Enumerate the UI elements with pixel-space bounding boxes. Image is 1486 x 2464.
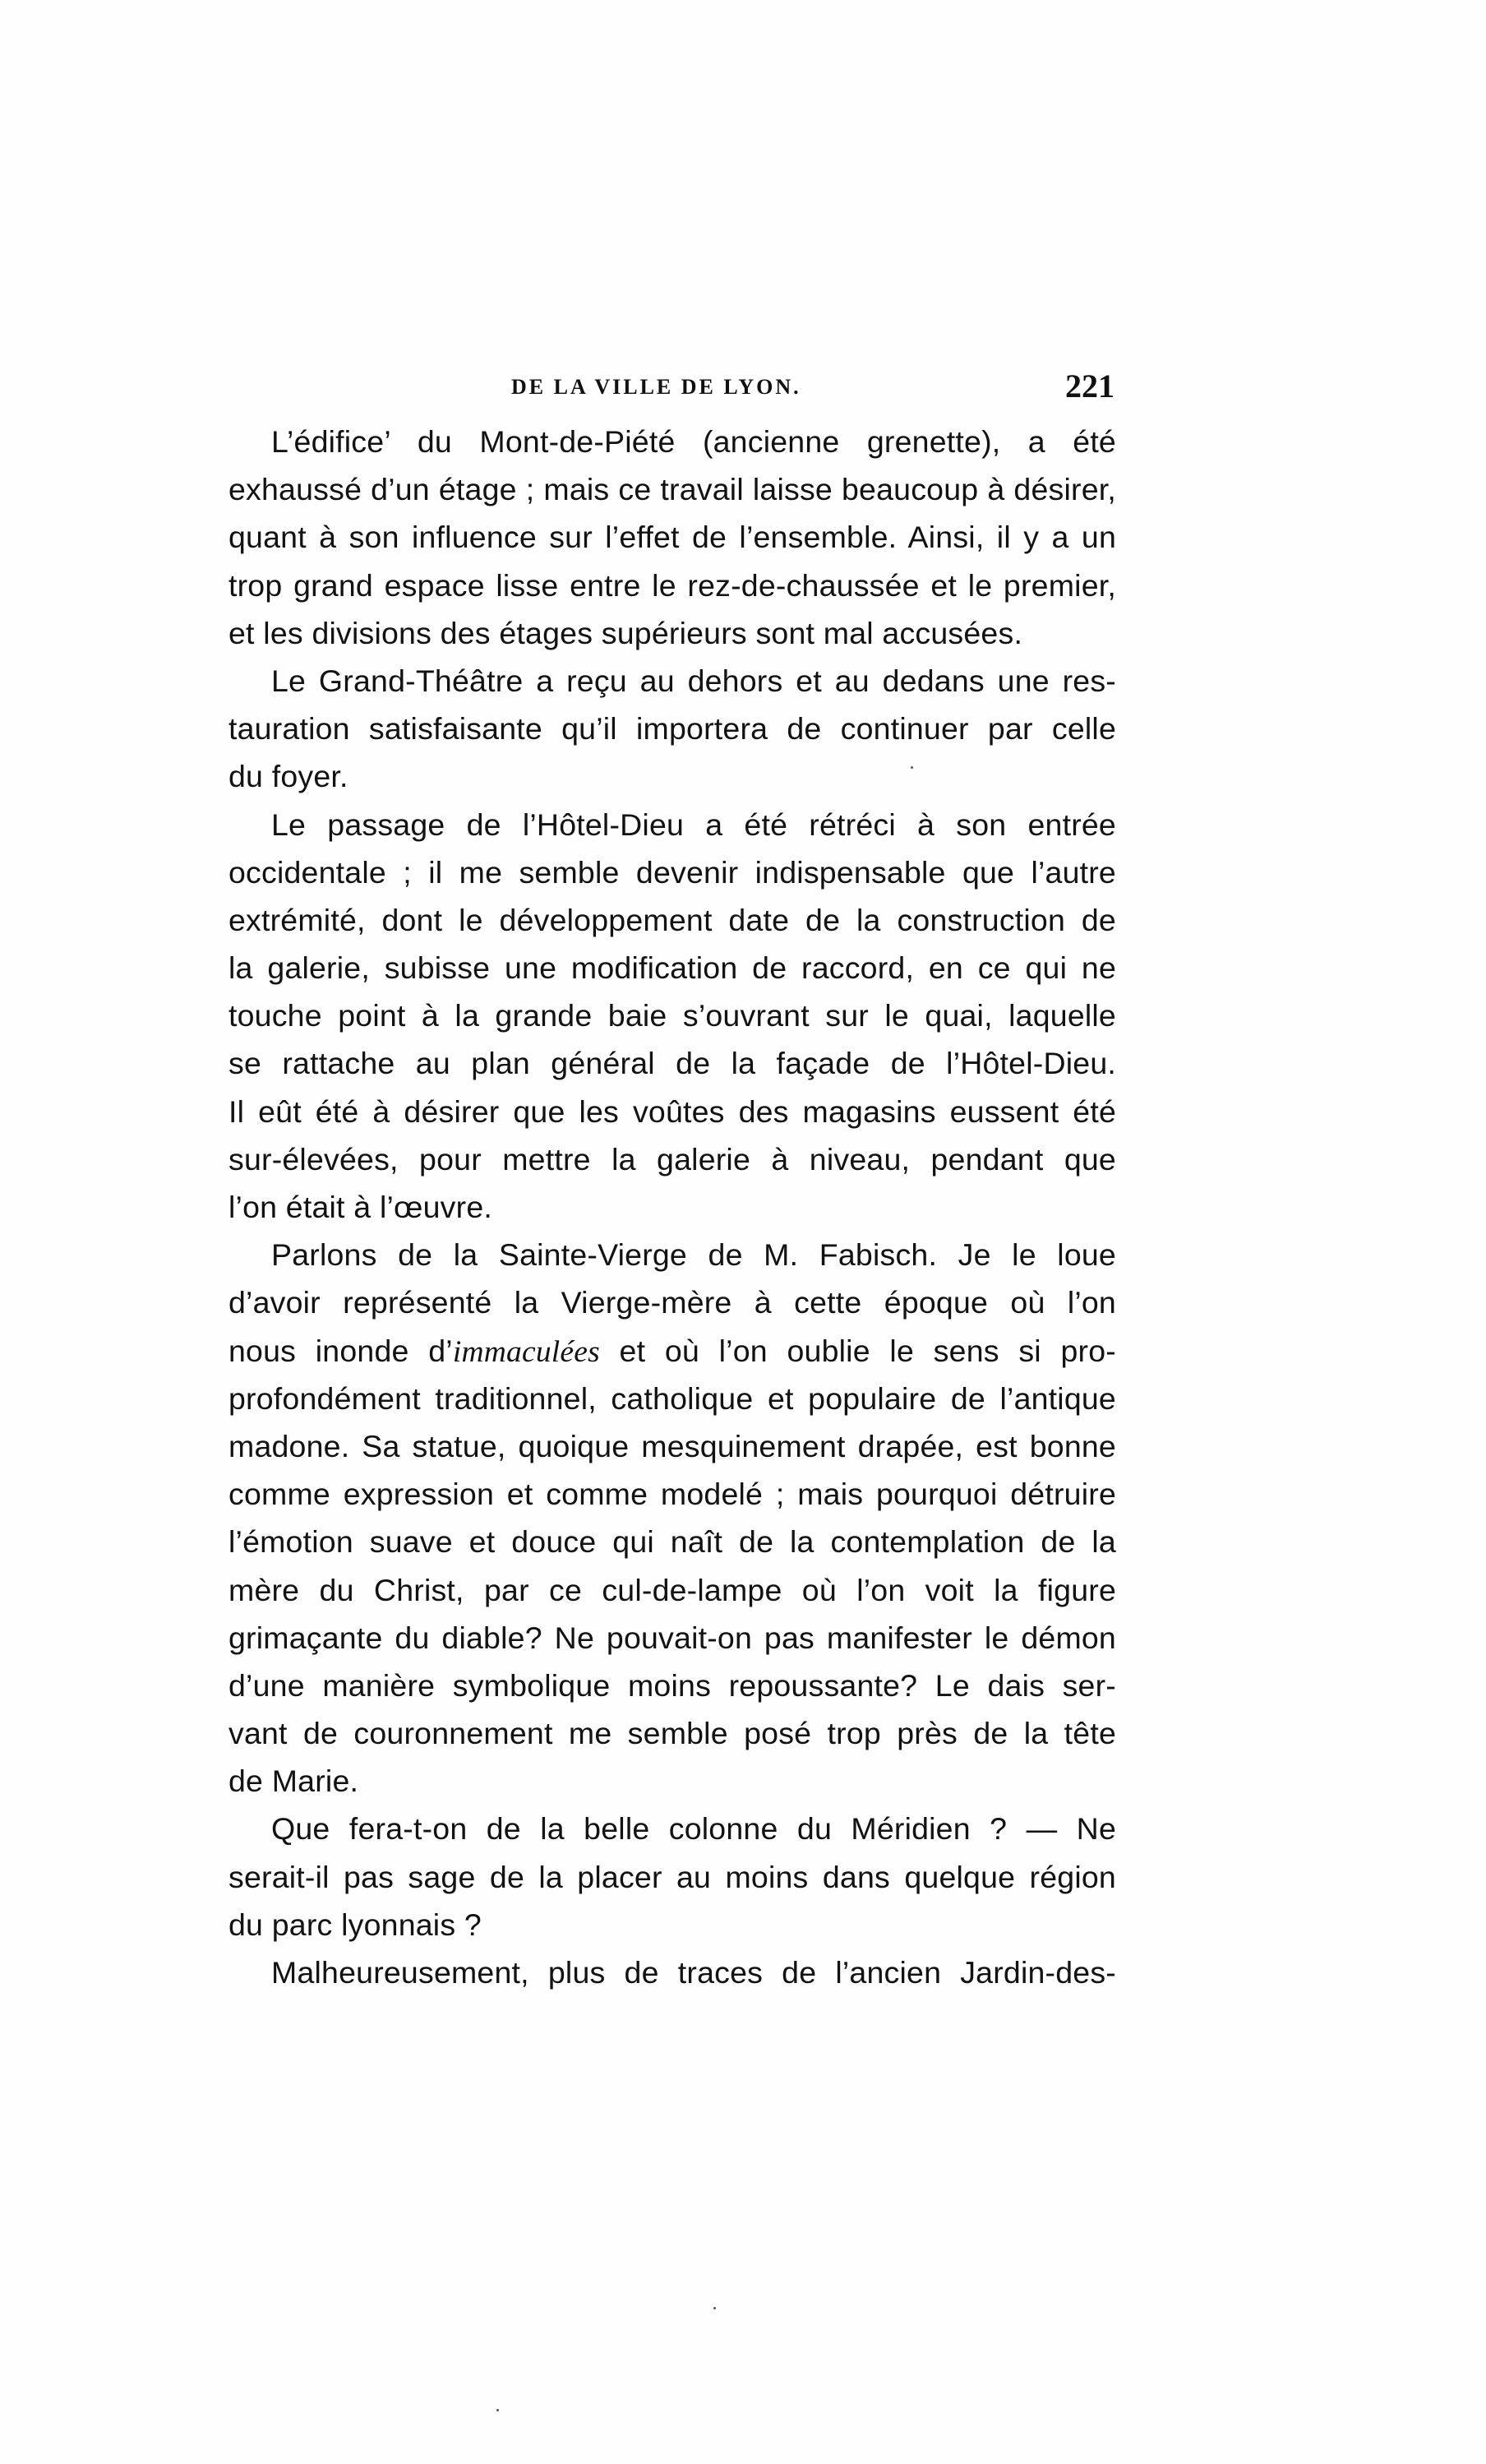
page-number: 221 (1065, 368, 1114, 405)
text-line: d’avoir représenté la Vierge-mère à cette époque où l’on (228, 1285, 1116, 1320)
scan-speck (713, 2307, 716, 2309)
text-line: exhaussé d’un étage ; mais ce travail laisse beaucoup à désirer, (228, 472, 1116, 507)
text-line-with-italic (228, 1327, 1116, 1375)
text-line: serait-il pas sage de la placer au moins dans quelque région (228, 1859, 1116, 1894)
paragraph (228, 1231, 1116, 1805)
text-line: d’une manière symbolique moins repoussante? Le dais ser- (228, 1667, 1116, 1703)
text-line: occidentale ; il me semble devenir indispensable que l’autre (228, 854, 1116, 890)
paragraph (228, 418, 1116, 657)
text-line: mère du Christ, par ce cul-de-lampe où l’on voit la figure (228, 1572, 1116, 1607)
scan-speck (911, 766, 913, 769)
text-line: Parlons de la Sainte-Vierge de M. Fabisch. Je le loue (271, 1237, 1116, 1273)
text-line: se rattache au plan général de la façade de l’Hôtel-Dieu. (228, 1046, 1116, 1081)
text-line: Le Grand-Théâtre a reçu au dehors et au dedans une res- (271, 663, 1116, 698)
running-title: DE LA VILLE DE LYON. (511, 375, 801, 399)
italic-word: immaculées (452, 1334, 600, 1369)
text-line: touche point à la grande baie s’ouvrant sur le quai, laquelle (228, 998, 1116, 1033)
text-line: grimaçante du diable? Ne pouvait-on pas manifester le démon (228, 1620, 1116, 1655)
text-line: sur-élevées, pour mettre la galerie à niveau, pendant que (228, 1141, 1116, 1177)
paragraph (228, 1949, 1116, 1996)
text-line: extrémité, dont le développement date de la construction de (228, 902, 1116, 937)
text-line: du parc lyonnais ? (228, 1907, 482, 1942)
text-line: profondément traditionnel, catholique et populaire de l’antique (228, 1380, 1116, 1416)
text-line: l’on était à l’œuvre. (228, 1190, 492, 1224)
body-text (228, 418, 1116, 1996)
text-line: tauration satisfaisante qu’il importera de continuer par celle (228, 711, 1116, 747)
text-line: du foyer. (228, 759, 348, 794)
text-line: comme expression et comme modelé ; mais pourquoi détruire (228, 1477, 1116, 1512)
text-line: Il eût été à désirer que les voûtes des magasins eussent été (228, 1093, 1116, 1129)
text-line: trop grand espace lisse entre le rez-de-chaussée et le premier, (228, 567, 1116, 603)
text-line: et les divisions des étages supérieurs sont mal accusées. (228, 615, 1023, 650)
text-line: vant de couronnement me semble posé trop près de la tête (228, 1716, 1116, 1751)
text-line: Malheureusement, plus de traces de l’ancien Jardin-des- (271, 1955, 1116, 1990)
text-line: L’édifice’ du Mont-de-Piété (ancienne grenette), a été (271, 424, 1116, 459)
paragraph (228, 657, 1116, 801)
paragraph (228, 801, 1116, 1232)
text-fragment: nous inonde d’ (228, 1333, 453, 1368)
scan-speck (496, 2409, 499, 2411)
text-line: la galerie, subisse une modification de raccord, en ce qui ne (228, 950, 1116, 986)
text-line: Que fera-t-on de la belle colonne du Méridien ? — Ne (271, 1811, 1116, 1847)
text-fragment: et où l’on oublie le sens si pro- (599, 1333, 1116, 1368)
paragraph (228, 1805, 1116, 1949)
text-line: quant à son influence sur l’effet de l’ensemble. Ainsi, il y a un (228, 520, 1116, 555)
text-line: madone. Sa statue, quoique mesquinement drapée, est bonne (228, 1428, 1116, 1463)
running-head (215, 367, 1124, 408)
text-line: Le passage de l’Hôtel-Dieu a été rétréci à son entrée (271, 807, 1116, 842)
text-line: l’émotion suave et douce qui naît de la contemplation de la (228, 1524, 1116, 1560)
text-line: de Marie. (228, 1764, 359, 1799)
